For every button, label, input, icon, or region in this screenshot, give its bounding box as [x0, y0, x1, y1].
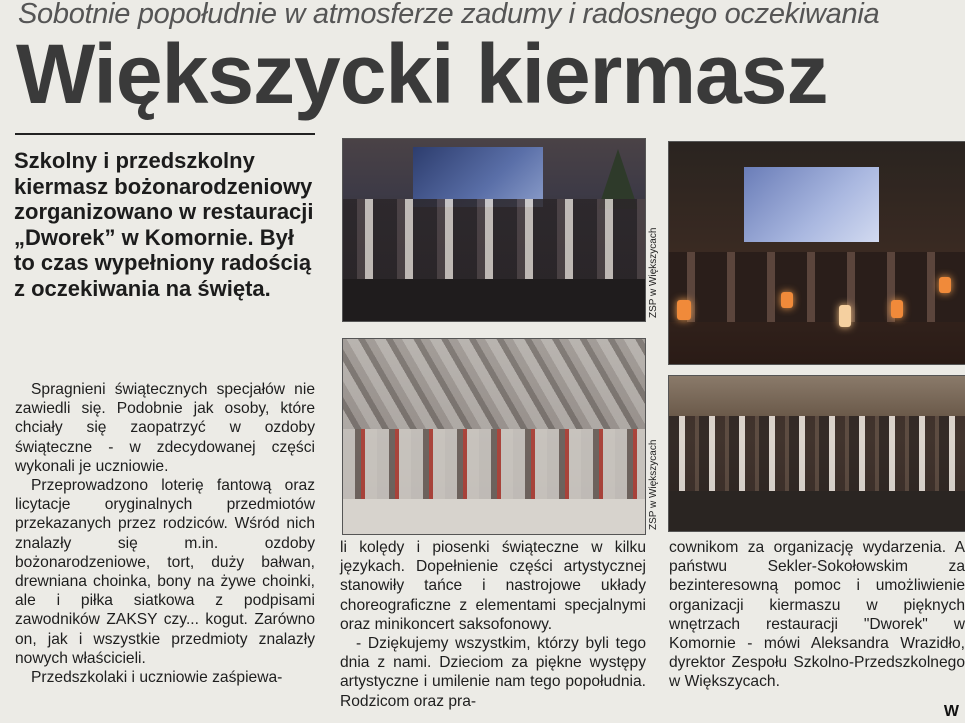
dancing-children — [669, 416, 965, 491]
paragraph: Przedszkolaki i uczniowie zaśpiewa- — [31, 669, 283, 687]
projection-screen — [744, 167, 879, 242]
photo-credit: ZSP w Większycach — [648, 439, 659, 530]
lantern-icon — [781, 292, 793, 308]
page-corner-mark: W — [943, 703, 959, 720]
photo-credit: ZSP w Większycach — [648, 227, 659, 318]
photo-lantern-performance — [668, 141, 965, 365]
photo-dancers — [668, 375, 965, 532]
article-kicker: Sobotnie popołudnie w atmosferze zadumy i radosnego oczekiwania — [18, 0, 880, 30]
paragraph: Przeprowadzono loterię fantową oraz licytacje oryginalnych przedmiotów przekazanych przez rodziców. Wśród nich znalazły się m.in. ozdoby bożonarodzeniowe, tort, duży bałwan, drewniana choinka, bony na żywe choinki, ale i piłka siatkowa z podpisami zawodników ZAKSY czy... kogut. Zarówno on, jak i wszystkie przedmioty znalazły nowych właścicieli. — [15, 477, 315, 667]
article-lead: Szkolny i przedszkolny kiermasz bożonarodzeniowy zorganizowano w restauracji „Dworek” w Komornie. Był to czas wypełniony radością z oczekiwania na święta. — [14, 148, 314, 301]
divider-rule — [15, 133, 315, 135]
table-cloth — [343, 499, 645, 534]
paragraph: li kolędy i piosenki świąteczne w kilku językach. Dopełnienie części artystycznej stanowiły tańce i nastrojowe układy choreograficzne z elementami specjalnymi oraz minikoncert saksofonowy. — [340, 539, 646, 633]
paragraph: - Dziękujemy wszystkim, którzy byli tego dnia z nami. Dzieciom za piękne występy artystyczne i umilenie nam tego popołudnia. Rodzicom oraz pra- — [340, 635, 646, 710]
projection-screen — [413, 147, 543, 207]
choir-children — [343, 199, 645, 279]
article-title: Większycki kiermasz — [16, 27, 828, 121]
performers — [669, 252, 965, 322]
lantern-icon — [677, 300, 691, 320]
text-column-2 — [340, 538, 646, 711]
craft-items — [343, 429, 645, 499]
paragraph: Spragnieni świątecznych specjałów nie zawiedli się. Podobnie jak osoby, które chciały się zaopatrzyć w ozdoby świąteczne - w zdecydowanej części wykonali je uczniowie. — [15, 381, 315, 475]
photo-craft-stall — [342, 338, 646, 535]
hanging-decorations — [343, 339, 645, 429]
lantern-icon — [891, 300, 903, 318]
paragraph: cownikom za organizację wydarzenia. A państwu Sekler-Sokołowskim za bezinteresowną pomoc i umożliwienie organizacji kiermaszu w pięknych wnętrzach restauracji "Dworek" w Komornie - mówi Aleksandra Wrazidło, dyrektor Zespołu Szkolno-Przedszkolnego w Większycach. — [669, 539, 965, 691]
photo-choir-stage — [342, 138, 646, 322]
lantern-icon — [939, 277, 951, 293]
stage-floor — [343, 279, 645, 321]
floor — [669, 491, 965, 531]
hall-wall — [669, 376, 965, 416]
text-column-1 — [15, 380, 315, 687]
text-column-3 — [669, 538, 965, 692]
lantern-icon — [839, 305, 851, 327]
